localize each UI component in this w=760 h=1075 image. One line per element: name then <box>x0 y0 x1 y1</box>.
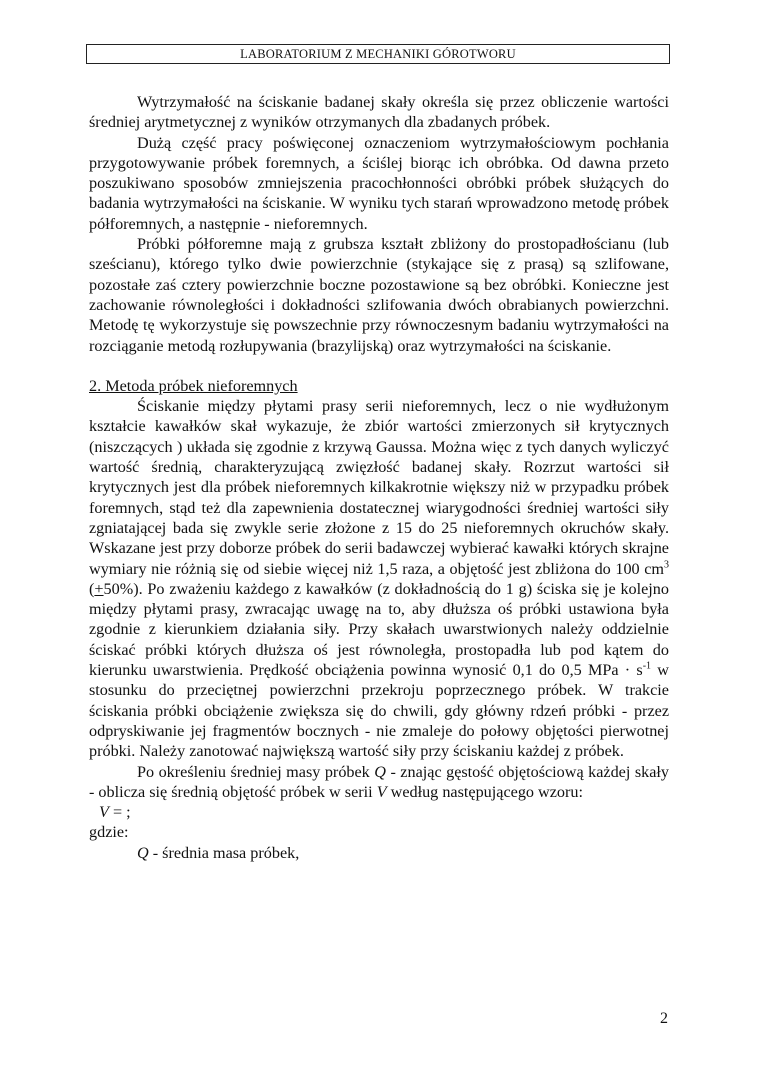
page-number: 2 <box>660 1010 668 1027</box>
running-header: LABORATORIUM Z MECHANIKI GÓROTWORU <box>86 44 670 64</box>
section-heading: 2. Metoda próbek nieforemnych <box>89 376 298 395</box>
paragraph-4 <box>89 396 669 761</box>
formula-rest: = ; <box>108 803 131 822</box>
paragraph-4-text-a: Ściskanie między płytami prasy serii nieforemnych, lecz o nie wydłużonym kształcie kawałków skał wykazuje, że zbiór wartości zmierzonych sił krytycznych (niszczących ) układa się zgodnie z krzywą Gaussa. Można więc z tych danych wyliczyć wartość średnią, charakteryzującą zwięzłość badanej skały. Rozrzut wartości sił krytycznych jest dla próbek nieforemnych kilkakrotnie większy niż w przypadku próbek foremnych, stąd też dla zapewnienia dostatecznej wiarygodności średniej wartości siły zgniatającej bada się zwykle serie złożone z 15 do 25 nieforemnych okruchów skały. Wskazane jest przy doborze próbek do serii badawczej wybierać kawałki których skrajne wymiary nie różnią się od siebie więcej niż 1,5 raza, a objętość jest zbliżona do 100 cm <box>89 397 669 578</box>
page-body <box>89 92 669 863</box>
paragraph-4-text-c: 50%). Po zważeniu każdego z kawałków (z dokładnością do 1 g) ściska się je kolejno między płytami prasy, zwracając uwagę na to, aby dłuższa oś próbki ustawiona była zgodnie z kierunkiem działania siły. Przy skałach uwarstwionych należy oddzielnie ściskać próbki których dłuższa oś jest równoległa, prostopadła lub pod kątem do kierunku uwarstwienia. Prędkość obciążenia powinna wynosić 0,1 do 0,5 MPa · s <box>89 579 669 680</box>
paragraph-4-text-b: ( <box>89 579 95 598</box>
paragraph-3: Próbki półforemne mają z grubsza kształt zbliżony do prostopadłościanu (lub sześcianu), którego tylko dwie powierzchnie (stykające się z prasą) są szlifowane, pozostałe zaś cztery powierzchnie boczne pozostawione są bez obróbki. Konieczne jest zachowanie równoległości i dokładności szlifowania dwóch obrabianych powierzchni. Metodę tę wykorzystuje się powszechnie przy równoczesnym badaniu wytrzymałości na rozciąganie metodą rozłupywania (brazylijską) oraz wytrzymałości na ściskanie. <box>89 235 669 355</box>
paragraph-5 <box>89 762 669 803</box>
formula-v: V <box>99 803 109 822</box>
paragraph-4-text-d: w stosunku do przeciętnej powierzchni przekroju poprzecznego próbek. W trakcie ściskania próbki obciążenie zwiększa się do chwili, gdy główny rdzeń próbki - przez odpryskiwanie jej fragmentów bocznych - nie zmaleje do połowy objętości pierwotnej próbki. Należy zanotować największą wartość siły przy ściskaniu każdej z próbek. <box>89 661 669 761</box>
superscript-cubed: 3 <box>664 559 669 571</box>
symbol-q: Q <box>374 762 386 781</box>
paragraph-5-text-a: Po określeniu średniej masy próbek <box>137 762 375 781</box>
plus-minus-sign: + <box>94 579 104 598</box>
spacer <box>89 356 669 376</box>
paragraph-5-text-c: według następującego wzoru: <box>386 782 584 801</box>
formula <box>89 802 669 822</box>
paragraph-1: Wytrzymałość na ściskanie badanej skały określa się przez obliczenie wartości średniej arytmetycznej z wyników otrzymanych dla zbadanych próbek. <box>89 93 669 132</box>
where-label: gdzie: <box>89 823 129 842</box>
paragraph-2: Dużą część pracy poświęconej oznaczeniom wytrzymałościowym pochłania przygotowywanie próbek foremnych, a ściślej biorąc ich obróbka. Od dawna przeto poszukiwano sposobów zmniejszenia pracochłonności obróbki próbek służących do badania wytrzymałości na ściskanie. W wyniku tych starań wprowadzono metodę próbek półforemnych, a następnie - nieforemnych. <box>89 133 669 233</box>
definition-q <box>89 843 669 863</box>
superscript-minus-one: -1 <box>642 660 652 672</box>
symbol-v: V <box>376 782 387 801</box>
definition-q-symbol: Q <box>137 843 149 862</box>
paragraph-5-text-b: - znając gęstość objętościową każdej skały - oblicza się średnią objętość próbek w serii <box>89 762 670 801</box>
definition-q-text: - średnia masa próbek, <box>148 843 300 862</box>
